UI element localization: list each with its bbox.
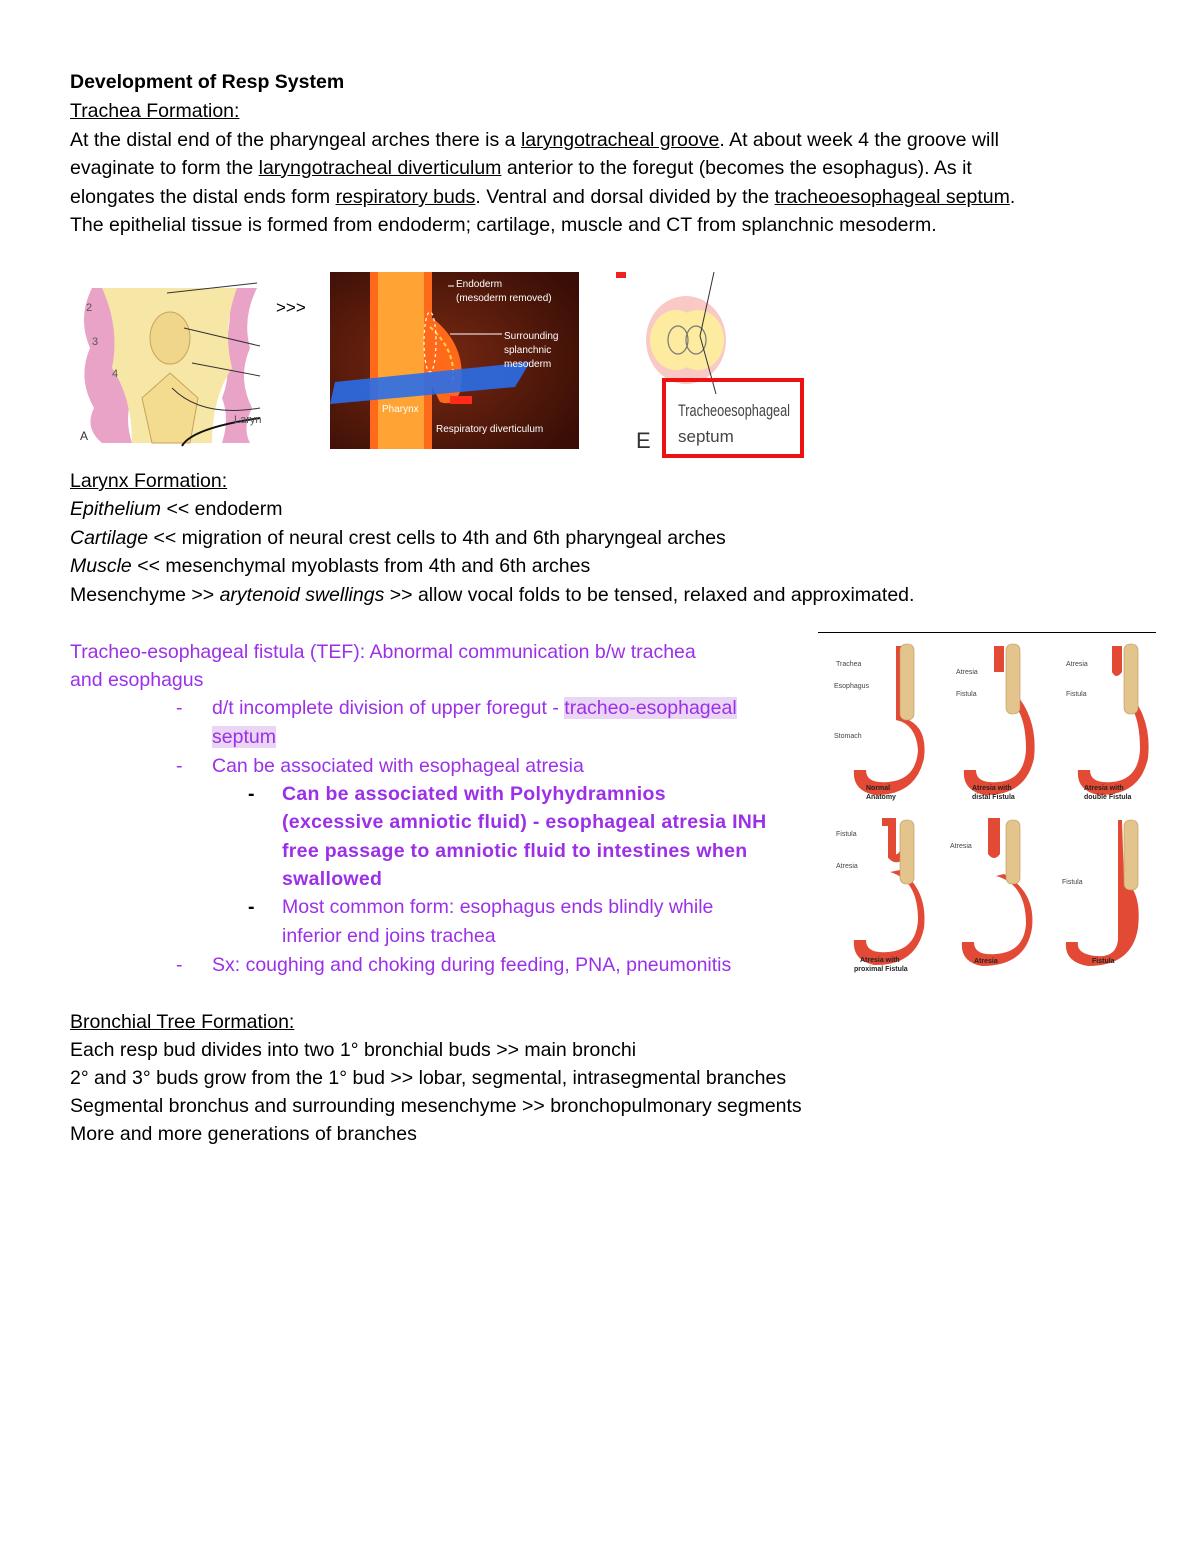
arrow-text: >>> bbox=[276, 298, 306, 317]
tef-line-1: Tracheo-esophageal fistula (TEF): Abnormal communication b/w trachea bbox=[70, 641, 696, 663]
caption-atresia: Atresia bbox=[974, 958, 998, 965]
larynx-heading: Larynx Formation: bbox=[70, 470, 228, 492]
caption-atresia-with: Atresia with bbox=[1084, 785, 1124, 792]
tef-types-figure bbox=[826, 640, 1156, 980]
caption-distal-fistula: distal Fistula bbox=[972, 794, 1015, 801]
label-fistula: Fistula bbox=[1066, 691, 1087, 698]
caption-atresia-with: Atresia with bbox=[972, 785, 1012, 792]
tef-sub-bullet-2-line-2: inferior end joins trachea bbox=[282, 925, 496, 947]
respiratory-diverticulum-figure bbox=[330, 272, 579, 449]
tracheoesophageal-septum-figure bbox=[616, 272, 810, 462]
tef-sub-bullet-1-line-3: free passage to amniotic fluid to intestines when bbox=[282, 840, 748, 862]
bullet-dash: - bbox=[176, 954, 183, 976]
tef-sub-bullet-1-line-2: (excessive amniotic fluid) - esophageal atresia INH bbox=[282, 811, 767, 833]
label-atresia: Atresia bbox=[1066, 661, 1088, 668]
caption-proximal-fistula: proximal Fistula bbox=[854, 966, 908, 973]
label-atresia: Atresia bbox=[950, 843, 972, 850]
tef-bullet-1-line-2 bbox=[212, 723, 276, 752]
tef-sub-bullet-2-line-1: Most common form: esophagus ends blindly while bbox=[282, 896, 714, 918]
label-endoderm: Endoderm bbox=[456, 279, 503, 290]
tef-bullet-2: Can be associated with esophageal atresia bbox=[212, 755, 584, 777]
caption-normal: Normal bbox=[866, 785, 891, 792]
caption-double-fistula: double Fistula bbox=[1084, 794, 1132, 801]
trachea-para-line-4: The epithelial tissue is formed from endoderm; cartilage, muscle and CT from splanchnic mesoderm. bbox=[70, 214, 937, 236]
figure-letter-a: A bbox=[80, 429, 89, 443]
label-tracheoesophageal: Tracheoesophageal bbox=[678, 401, 790, 420]
label-fistula: Fistula bbox=[836, 831, 857, 838]
larynx-line-3: Muscle << mesenchymal myoblasts from 4th and 6th arches bbox=[70, 555, 591, 577]
label-mesoderm: mesoderm bbox=[504, 359, 552, 370]
arch-number-2: 2 bbox=[86, 302, 93, 314]
arch-number-4: 4 bbox=[112, 368, 119, 380]
bronchial-line-3: Segmental bronchus and surrounding mesenchyme >> bronchopulmonary segments bbox=[70, 1095, 802, 1117]
bullet-dash: - bbox=[248, 896, 255, 918]
trachea-para-line-2: evaginate to form the laryngotracheal diverticulum anterior to the foregut (becomes the esophagus). As it bbox=[70, 157, 972, 179]
term-laryngotracheal-groove: laryngotracheal groove bbox=[520, 129, 720, 151]
label-atresia: Atresia bbox=[836, 863, 858, 870]
label-surrounding: Surrounding bbox=[504, 331, 559, 342]
tef-sub-bullet-1-line-4: swallowed bbox=[282, 868, 383, 890]
arch-number-3: 3 bbox=[92, 336, 99, 348]
term-tracheoesophageal-septum: tracheoesophageal septum bbox=[774, 186, 1010, 208]
figure-partial-label: Laryn bbox=[234, 414, 262, 426]
tef-sub-bullet-1-line-1: Can be associated with Polyhydramnios bbox=[282, 783, 666, 805]
larynx-line-2: Cartilage << migration of neural crest cells to 4th and 6th pharyngeal arches bbox=[70, 527, 726, 549]
tef-bullet-1-line-1: d/t incomplete division of upper foregut - tracheo-esophageal bbox=[212, 697, 737, 719]
trachea-para-line-1: At the distal end of the pharyngeal arches there is a laryngotracheal groove. At about week 4 the groove will bbox=[70, 129, 999, 151]
trachea-para-line-3: elongates the distal ends form respiratory buds. Ventral and dorsal divided by the tracheoesophageal septum. bbox=[70, 186, 1016, 208]
bronchial-line-2: 2° and 3° buds grow from the 1° bud >> lobar, segmental, intrasegmental branches bbox=[70, 1067, 787, 1089]
tef-bullet-3: Sx: coughing and choking during feeding, PNA, pneumonitis bbox=[212, 954, 732, 976]
caption-atresia-with: Atresia with bbox=[860, 957, 900, 964]
bronchial-line-1: Each resp bud divides into two 1° bronchial buds >> main bronchi bbox=[70, 1039, 637, 1061]
larynx-line-4: Mesenchyme >> arytenoid swellings >> allow vocal folds to be tensed, relaxed and approximated. bbox=[70, 584, 915, 606]
label-fistula: Fistula bbox=[956, 691, 977, 698]
caption-anatomy: Anatomy bbox=[866, 794, 896, 801]
label-mesoderm-removed: (mesoderm removed) bbox=[456, 293, 552, 304]
term-respiratory-buds: respiratory buds bbox=[335, 186, 476, 208]
label-stomach: Stomach bbox=[834, 733, 862, 740]
bullet-dash: - bbox=[248, 783, 255, 805]
tef-line-2: and esophagus bbox=[70, 669, 204, 691]
larynx-line-1: Epithelium << endoderm bbox=[70, 498, 283, 520]
pharyngeal-arches-figure bbox=[72, 278, 260, 446]
trachea-heading: Trachea Formation: bbox=[70, 100, 240, 122]
label-septum: septum bbox=[678, 427, 734, 446]
label-esophagus: Esophagus bbox=[834, 683, 870, 690]
figure-divider bbox=[818, 632, 1156, 633]
highlight-septum: septum bbox=[212, 726, 276, 748]
highlight-tracheo-esophageal: tracheo-esophageal bbox=[564, 697, 737, 719]
bronchial-heading: Bronchial Tree Formation: bbox=[70, 1011, 295, 1033]
label-trachea: Trachea bbox=[836, 661, 862, 668]
bullet-dash: - bbox=[176, 755, 183, 777]
label-pharynx: Pharynx bbox=[382, 404, 419, 415]
page-title: Development of Resp System bbox=[70, 71, 345, 93]
label-fistula: Fistula bbox=[1062, 879, 1083, 886]
label-respiratory-diverticulum: Respiratory diverticulum bbox=[436, 424, 544, 435]
term-laryngotracheal-diverticulum: laryngotracheal diverticulum bbox=[258, 157, 502, 179]
label-atresia: Atresia bbox=[956, 669, 978, 676]
figure-letter-e: E bbox=[636, 428, 651, 453]
caption-fistula: Fistula bbox=[1092, 958, 1115, 965]
bronchial-line-4: More and more generations of branches bbox=[70, 1123, 417, 1145]
label-splanchnic: splanchnic bbox=[504, 345, 552, 356]
bullet-dash: - bbox=[176, 697, 183, 719]
